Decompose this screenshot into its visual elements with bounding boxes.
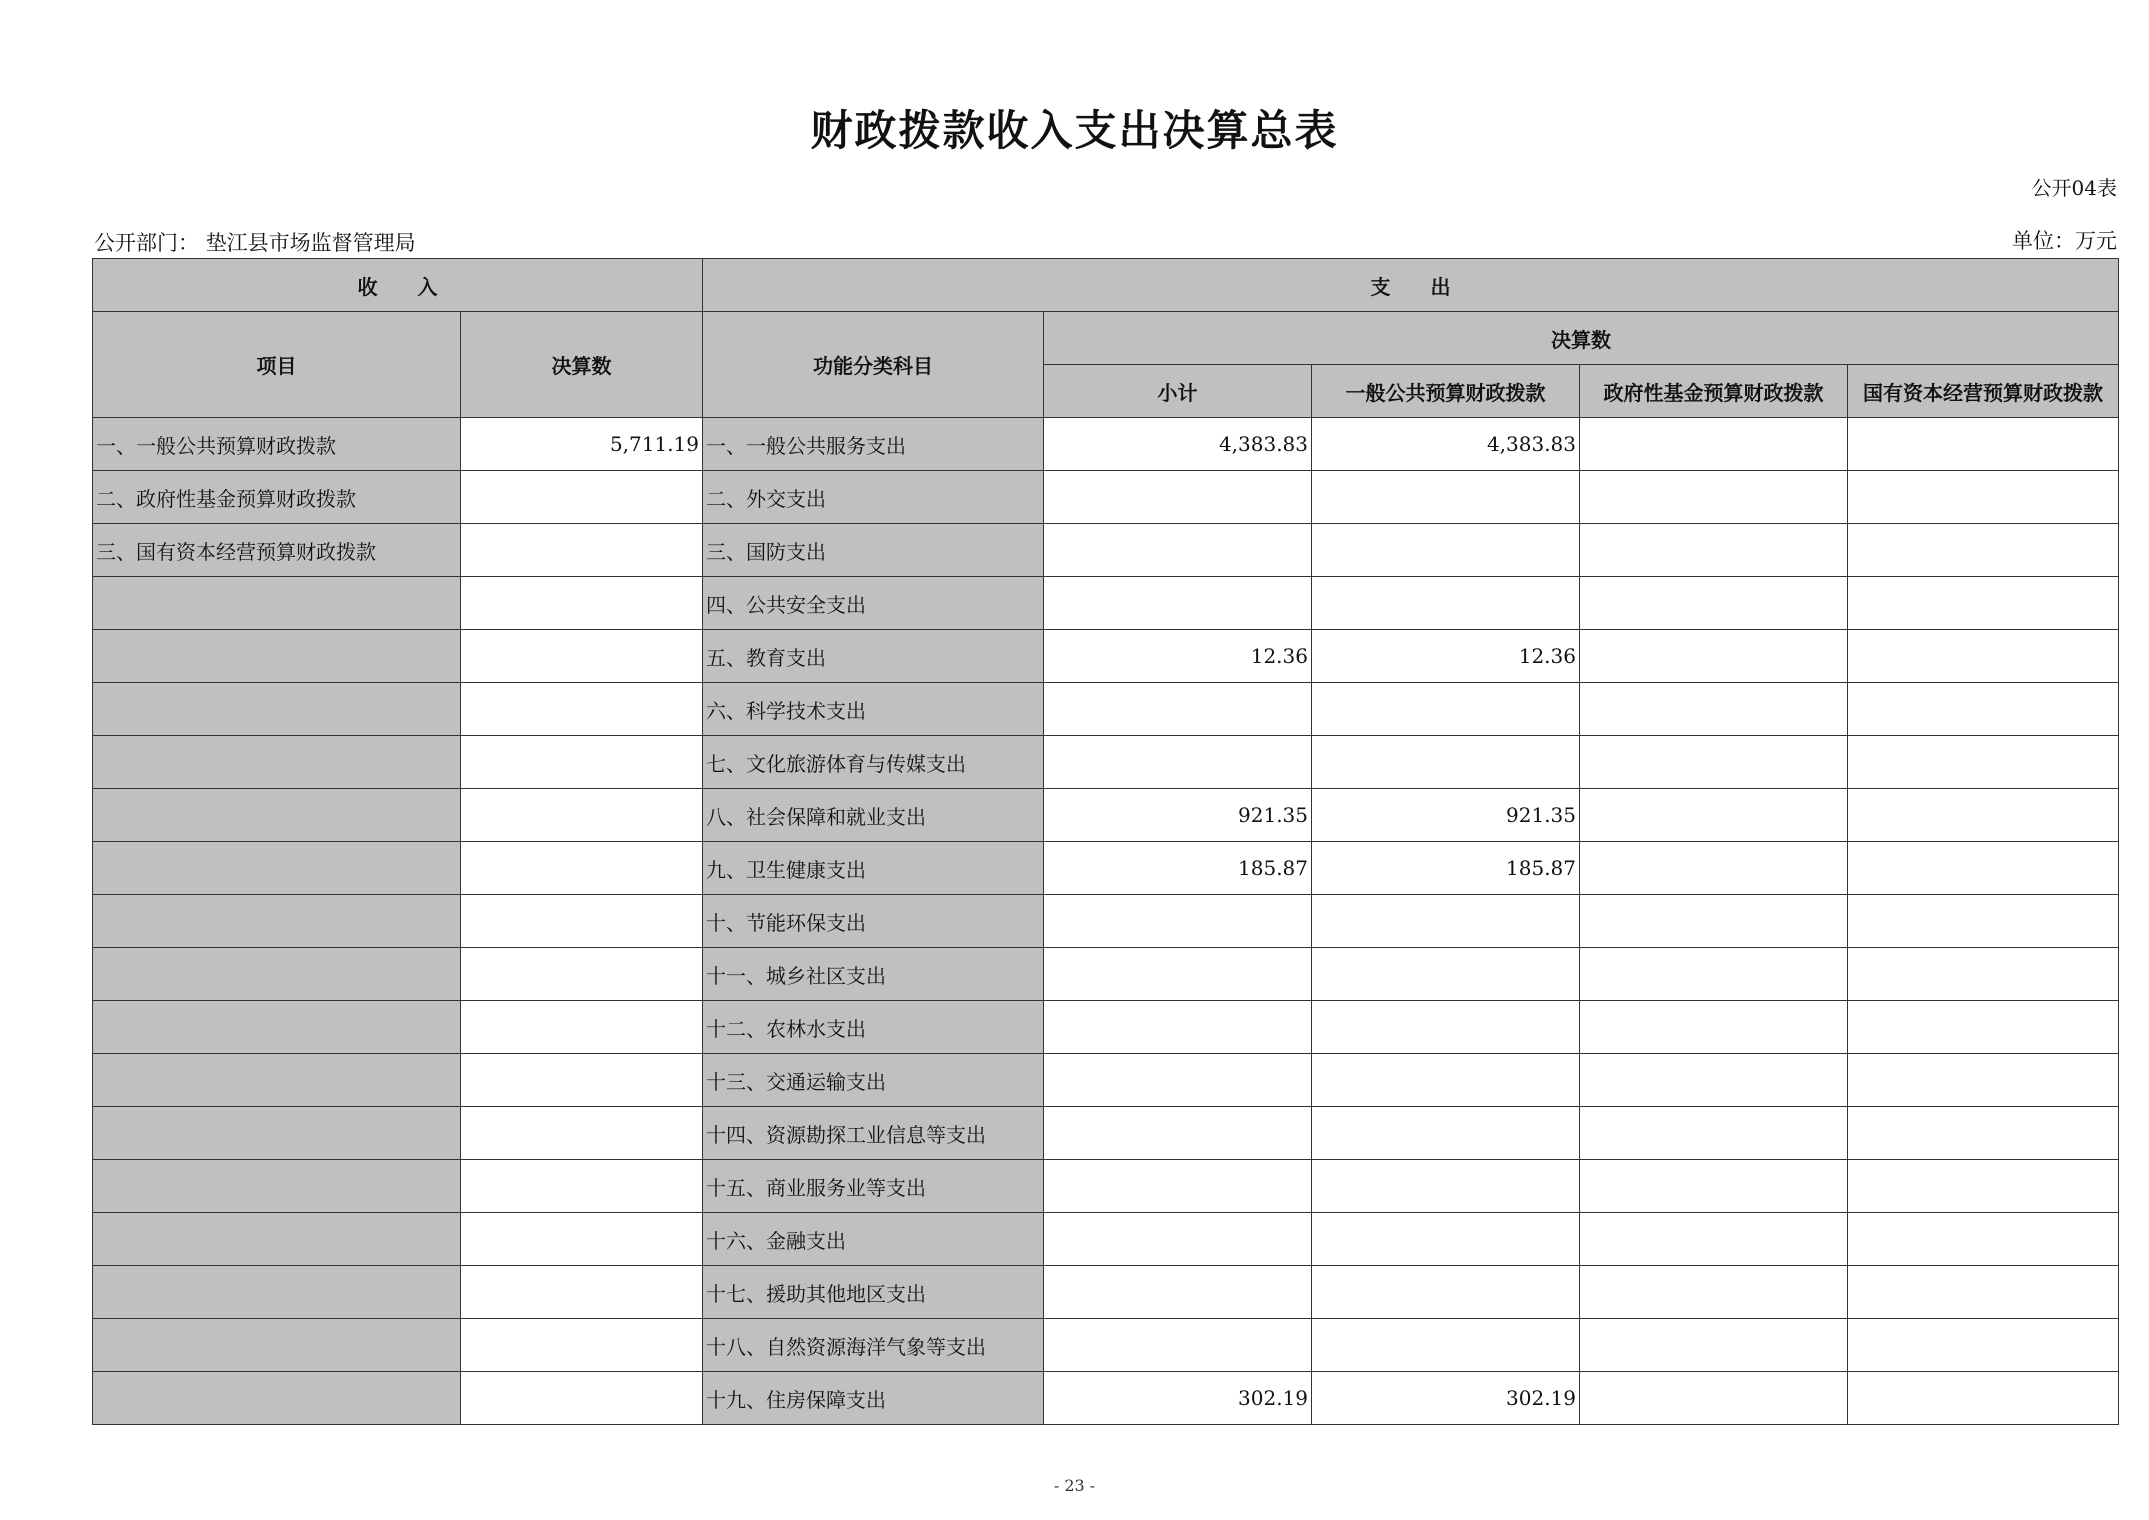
- gov-fund-cell: [1580, 1372, 1848, 1425]
- expense-item-cell: 五、教育支出: [703, 630, 1044, 683]
- state-capital-cell: [1848, 895, 2119, 948]
- income-amount-cell: [461, 1319, 703, 1372]
- gov-fund-cell: [1580, 1001, 1848, 1054]
- state-capital-cell: [1848, 683, 2119, 736]
- expense-item-cell: 十四、资源勘探工业信息等支出: [703, 1107, 1044, 1160]
- income-header: 收 入: [93, 259, 703, 312]
- income-item-cell: [93, 630, 461, 683]
- income-amount-cell: [461, 736, 703, 789]
- table-row: [93, 789, 2119, 842]
- income-amount-cell: [461, 1372, 703, 1425]
- subtotal-cell: [1044, 895, 1312, 948]
- state-capital-cell: [1848, 948, 2119, 1001]
- gov-fund-cell: [1580, 736, 1848, 789]
- gov-fund-cell: [1580, 1213, 1848, 1266]
- state-capital-cell: [1848, 1160, 2119, 1213]
- general-budget-cell: 302.19: [1312, 1372, 1580, 1425]
- income-amount-cell: [461, 577, 703, 630]
- gov-fund-cell: [1580, 1107, 1848, 1160]
- function-class-header: 功能分类科目: [703, 312, 1044, 418]
- general-budget-cell: 921.35: [1312, 789, 1580, 842]
- income-item-cell: [93, 1372, 461, 1425]
- subtotal-cell: [1044, 577, 1312, 630]
- income-item-cell: [93, 1107, 461, 1160]
- expense-item-cell: 十五、商业服务业等支出: [703, 1160, 1044, 1213]
- general-budget-cell: [1312, 1266, 1580, 1319]
- income-item-cell: [93, 789, 461, 842]
- expense-item-cell: 十七、援助其他地区支出: [703, 1266, 1044, 1319]
- table-row: [93, 1266, 2119, 1319]
- state-capital-cell: [1848, 1266, 2119, 1319]
- expense-item-cell: 十一、城乡社区支出: [703, 948, 1044, 1001]
- general-budget-cell: [1312, 524, 1580, 577]
- subtotal-cell: [1044, 736, 1312, 789]
- expense-item-cell: 十六、金融支出: [703, 1213, 1044, 1266]
- gov-fund-cell: [1580, 842, 1848, 895]
- expense-item-cell: 三、国防支出: [703, 524, 1044, 577]
- table-row: [93, 418, 2119, 471]
- table-row: [93, 524, 2119, 577]
- income-item-cell: [93, 1054, 461, 1107]
- income-item-cell: [93, 577, 461, 630]
- expense-item-cell: 二、外交支出: [703, 471, 1044, 524]
- amount-header: 决算数: [461, 312, 703, 418]
- state-capital-cell: [1848, 1319, 2119, 1372]
- general-budget-cell: [1312, 577, 1580, 630]
- department-name: 垫江县市场监督管理局: [205, 231, 416, 255]
- table-row: [93, 1107, 2119, 1160]
- expense-item-cell: 十三、交通运输支出: [703, 1054, 1044, 1107]
- subtotal-cell: [1044, 1319, 1312, 1372]
- expense-item-cell: 四、公共安全支出: [703, 577, 1044, 630]
- unit-label: 单位：万元: [2012, 229, 2117, 253]
- item-header: 项目: [93, 312, 461, 418]
- subtotal-cell: [1044, 1266, 1312, 1319]
- table-row: [93, 630, 2119, 683]
- income-amount-cell: [461, 842, 703, 895]
- general-budget-cell: [1312, 1319, 1580, 1372]
- table-row: [93, 842, 2119, 895]
- gov-fund-cell: [1580, 1266, 1848, 1319]
- gov-fund-cell: [1580, 577, 1848, 630]
- state-capital-cell: [1848, 1107, 2119, 1160]
- gov-fund-cell: [1580, 471, 1848, 524]
- subtotal-cell: 185.87: [1044, 842, 1312, 895]
- table-row: [93, 736, 2119, 789]
- expense-item-cell: 六、科学技术支出: [703, 683, 1044, 736]
- table-row: [93, 895, 2119, 948]
- income-amount-cell: [461, 789, 703, 842]
- expense-item-cell: 十九、住房保障支出: [703, 1372, 1044, 1425]
- subtotal-cell: 12.36: [1044, 630, 1312, 683]
- state-capital-header: 国有资本经营预算财政拨款: [1848, 365, 2119, 418]
- department-label: 公开部门：: [94, 231, 199, 255]
- table-row: [93, 948, 2119, 1001]
- subtotal-cell: 921.35: [1044, 789, 1312, 842]
- state-capital-cell: [1848, 789, 2119, 842]
- subtotal-cell: [1044, 524, 1312, 577]
- income-amount-cell: [461, 1001, 703, 1054]
- general-budget-cell: [1312, 683, 1580, 736]
- state-capital-cell: [1848, 1213, 2119, 1266]
- general-budget-cell: [1312, 1001, 1580, 1054]
- income-amount-cell: [461, 630, 703, 683]
- gov-fund-header: 政府性基金预算财政拨款: [1580, 365, 1848, 418]
- page-title: 财政拨款收入支出决算总表: [810, 106, 1339, 155]
- general-budget-cell: [1312, 948, 1580, 1001]
- general-budget-cell: [1312, 1054, 1580, 1107]
- table-row: [93, 1372, 2119, 1425]
- table-row: [93, 683, 2119, 736]
- gov-fund-cell: [1580, 895, 1848, 948]
- subtotal-cell: [1044, 1160, 1312, 1213]
- subtotal-cell: [1044, 683, 1312, 736]
- subtotal-cell: [1044, 1001, 1312, 1054]
- expense-item-cell: 九、卫生健康支出: [703, 842, 1044, 895]
- gov-fund-cell: [1580, 948, 1848, 1001]
- general-budget-cell: [1312, 736, 1580, 789]
- income-item-cell: [93, 683, 461, 736]
- table-number: 公开04表: [2031, 176, 2117, 200]
- income-item-cell: [93, 1213, 461, 1266]
- general-budget-cell: [1312, 1107, 1580, 1160]
- subtotal-cell: [1044, 1213, 1312, 1266]
- expense-item-cell: 一、一般公共服务支出: [703, 418, 1044, 471]
- final-amount-header: 决算数: [1044, 312, 2119, 365]
- subtotal-cell: [1044, 471, 1312, 524]
- department-line: [94, 227, 416, 257]
- income-item-cell: [93, 1001, 461, 1054]
- gov-fund-cell: [1580, 1160, 1848, 1213]
- income-item-cell: [93, 1160, 461, 1213]
- expense-item-cell: 十、节能环保支出: [703, 895, 1044, 948]
- income-item-cell: [93, 948, 461, 1001]
- general-budget-header: 一般公共预算财政拨款: [1312, 365, 1580, 418]
- table-row: [93, 1054, 2119, 1107]
- table-row: [93, 577, 2119, 630]
- gov-fund-cell: [1580, 1054, 1848, 1107]
- gov-fund-cell: [1580, 630, 1848, 683]
- table-row: [93, 1160, 2119, 1213]
- state-capital-cell: [1848, 630, 2119, 683]
- subtotal-cell: [1044, 1107, 1312, 1160]
- header-row-2: [93, 312, 2119, 365]
- gov-fund-cell: [1580, 418, 1848, 471]
- expense-item-cell: 七、文化旅游体育与传媒支出: [703, 736, 1044, 789]
- expense-item-cell: 十八、自然资源海洋气象等支出: [703, 1319, 1044, 1372]
- general-budget-cell: 185.87: [1312, 842, 1580, 895]
- state-capital-cell: [1848, 842, 2119, 895]
- general-budget-cell: 4,383.83: [1312, 418, 1580, 471]
- subtotal-header: 小计: [1044, 365, 1312, 418]
- state-capital-cell: [1848, 1372, 2119, 1425]
- income-item-cell: [93, 895, 461, 948]
- income-amount-cell: [461, 1213, 703, 1266]
- income-item-cell: [93, 1319, 461, 1372]
- subtotal-cell: 4,383.83: [1044, 418, 1312, 471]
- income-amount-cell: [461, 683, 703, 736]
- subtotal-cell: 302.19: [1044, 1372, 1312, 1425]
- income-item-cell: 二、政府性基金预算财政拨款: [93, 471, 461, 524]
- income-amount-cell: [461, 1266, 703, 1319]
- income-item-cell: 一、一般公共预算财政拨款: [93, 418, 461, 471]
- gov-fund-cell: [1580, 1319, 1848, 1372]
- state-capital-cell: [1848, 524, 2119, 577]
- expense-item-cell: 十二、农林水支出: [703, 1001, 1044, 1054]
- state-capital-cell: [1848, 471, 2119, 524]
- table-row: [93, 471, 2119, 524]
- income-amount-cell: [461, 1107, 703, 1160]
- general-budget-cell: [1312, 471, 1580, 524]
- expense-header: 支 出: [703, 259, 2119, 312]
- general-budget-cell: [1312, 895, 1580, 948]
- subtotal-cell: [1044, 948, 1312, 1001]
- table-row: [93, 1213, 2119, 1266]
- income-item-cell: [93, 1266, 461, 1319]
- page-number: - 23 -: [1053, 1476, 1096, 1495]
- state-capital-cell: [1848, 736, 2119, 789]
- income-amount-cell: [461, 1054, 703, 1107]
- gov-fund-cell: [1580, 683, 1848, 736]
- state-capital-cell: [1848, 418, 2119, 471]
- income-amount-cell: [461, 471, 703, 524]
- income-amount-cell: [461, 948, 703, 1001]
- appropriation-summary-table: [92, 258, 2119, 1425]
- gov-fund-cell: [1580, 789, 1848, 842]
- subtotal-cell: [1044, 1054, 1312, 1107]
- expense-item-cell: 八、社会保障和就业支出: [703, 789, 1044, 842]
- state-capital-cell: [1848, 1001, 2119, 1054]
- table-row: [93, 1319, 2119, 1372]
- income-amount-cell: [461, 895, 703, 948]
- income-amount-cell: [461, 524, 703, 577]
- general-budget-cell: 12.36: [1312, 630, 1580, 683]
- income-item-cell: 三、国有资本经营预算财政拨款: [93, 524, 461, 577]
- income-item-cell: [93, 842, 461, 895]
- income-amount-cell: [461, 1160, 703, 1213]
- state-capital-cell: [1848, 1054, 2119, 1107]
- table-row: [93, 1001, 2119, 1054]
- income-item-cell: [93, 736, 461, 789]
- gov-fund-cell: [1580, 524, 1848, 577]
- general-budget-cell: [1312, 1160, 1580, 1213]
- income-amount-cell: 5,711.19: [461, 418, 703, 471]
- header-row-1: [93, 259, 2119, 312]
- general-budget-cell: [1312, 1213, 1580, 1266]
- state-capital-cell: [1848, 577, 2119, 630]
